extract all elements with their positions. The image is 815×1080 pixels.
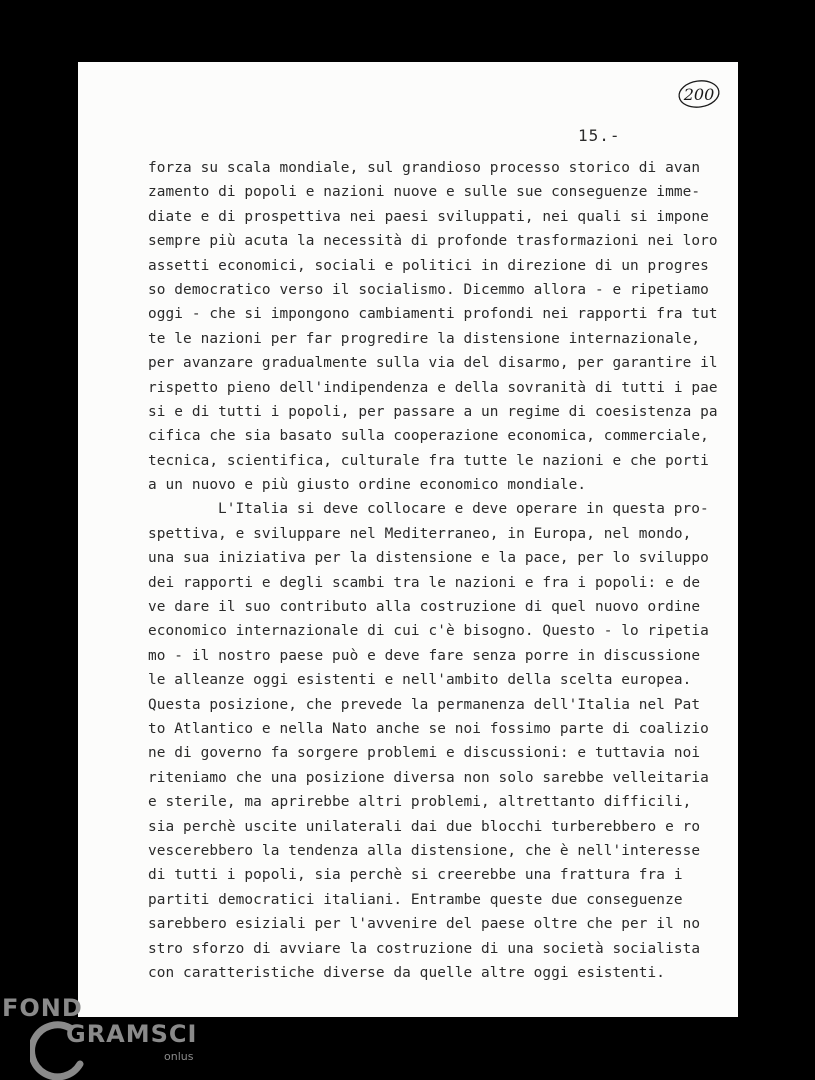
text-line: tecnica, scientifica, culturale fra tutte le nazioni e che porti: [148, 452, 709, 469]
text-line: rispetto pieno dell'indipendenza e della sovranità di tutti i pae: [148, 379, 718, 396]
text-line: ve dare il suo contributo alla costruzione di quel nuovo ordine: [148, 599, 701, 616]
handwritten-page-number: [676, 78, 722, 110]
text-line: oggi - che si impongono cambiamenti profondi nei rapporti fra tut: [148, 306, 718, 323]
text-line: dei rapporti e degli scambi tra le nazioni e fra i popoli: e de: [148, 574, 701, 591]
text-line: forza su scala mondiale, sul grandioso processo storico di avan: [148, 160, 701, 176]
text-line: sempre più acuta la necessità di profonde trasformazioni nei loro: [148, 233, 718, 250]
text-line: di tutti i popoli, sia perchè si creerebbe una frattura fra i: [148, 867, 683, 884]
text-line: mo - il nostro paese può e deve fare senza porre in discussione: [148, 647, 701, 664]
text-line: sia perchè uscite unilaterali dai due blocchi turberebbero e ro: [148, 818, 701, 835]
text-line: con caratteristiche diverse da quelle altre oggi esistenti.: [148, 964, 666, 981]
typed-page-number: 15.-: [578, 126, 621, 145]
watermark-line-1: FOND: [2, 994, 83, 1022]
text-line: ne di governo fa sorgere problemi e discussioni: e tuttavia noi: [148, 745, 701, 762]
text-line: Questa posizione, che prevede la permanenza dell'Italia nel Pat: [148, 696, 701, 713]
text-line: stro sforzo di avviare la costruzione di una società socialista: [148, 940, 701, 957]
handwritten-page-number-text: 200: [683, 84, 715, 104]
text-line: diate e di prospettiva nei paesi sviluppati, nei quali si impone: [148, 208, 709, 225]
text-line: per avanzare gradualmente sulla via del disarmo, per garantire il: [148, 355, 718, 372]
document-page: [78, 62, 738, 1017]
text-line: vescerebbero la tendenza alla distensione, che è nell'interesse: [148, 842, 701, 859]
text-line: e sterile, ma aprirebbe altri problemi, altrettanto difficili,: [148, 794, 692, 811]
text-line: te le nazioni per far progredire la distensione internazionale,: [148, 330, 701, 347]
text-line: le alleanze oggi esistenti e nell'ambito della scelta europea.: [148, 672, 692, 689]
text-line: spettiva, e sviluppare nel Mediterraneo, in Europa, nel mondo,: [148, 525, 692, 542]
text-line: cifica che sia basato sulla cooperazione economica, commerciale,: [148, 428, 709, 445]
text-line: si e di tutti i popoli, per passare a un regime di coesistenza pa: [148, 403, 718, 420]
typed-text-body: [148, 156, 718, 985]
text-line: a un nuovo e più giusto ordine economico mondiale.: [148, 477, 587, 494]
watermark-line-2: GRAMSCI: [66, 1020, 198, 1048]
text-line: to Atlantico e nella Nato anche se noi fossimo parte di coalizio: [148, 720, 709, 737]
text-line: riteniamo che una posizione diversa non solo sarebbe velleitaria: [148, 769, 709, 786]
text-line: sarebbero esiziali per l'avvenire del paese oltre che per il no: [148, 916, 701, 933]
text-line: una sua iniziativa per la distensione e la pace, per lo sviluppo: [148, 550, 709, 567]
paragraph-start-line: L'Italia si deve collocare e deve operare in questa pro-: [218, 501, 709, 518]
text-line: economico internazionale di cui c'è bisogno. Questo - lo ripetia: [148, 623, 709, 640]
text-line: so democratico verso il socialismo. Dicemmo allora - e ripetiamo: [148, 281, 709, 298]
text-line: zamento di popoli e nazioni nuove e sulle sue conseguenze imme-: [148, 184, 701, 201]
watermark-line-3: onlus: [164, 1050, 194, 1063]
fondazione-gramsci-watermark: [0, 990, 220, 1080]
text-line: partiti democratici italiani. Entrambe queste due conseguenze: [148, 891, 683, 908]
text-line: assetti economici, sociali e politici in direzione di un progres: [148, 257, 709, 274]
